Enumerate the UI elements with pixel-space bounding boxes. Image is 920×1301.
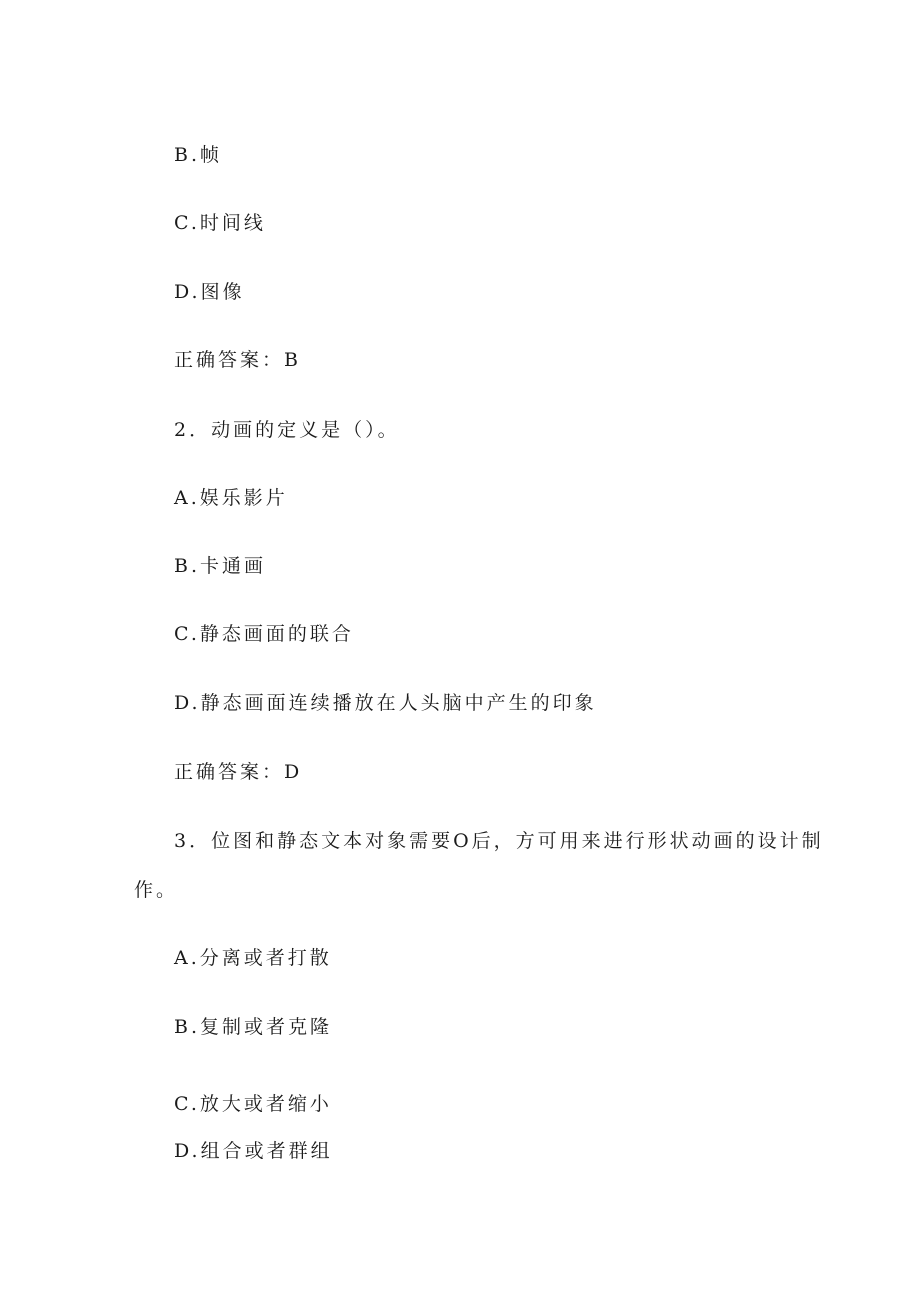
q2-option-c: C.静态画面的联合 [174, 623, 354, 645]
q3-option-b: B.复制或者克隆 [174, 1016, 333, 1038]
q3-option-a: A.分离或者打散 [174, 947, 332, 969]
q3-option-d: D.组合或者群组 [174, 1140, 333, 1162]
q2-option-b: B.卡通画 [174, 555, 267, 577]
q1-option-c: C.时间线 [174, 212, 266, 234]
q1-answer: 正确答案：B [174, 349, 301, 371]
q3-question: 3．位图和静态文本对象需要O后，方可用来进行形状动画的设计制 [174, 830, 824, 852]
q1-option-b: B.帧 [174, 144, 223, 166]
q2-option-a: A.娱乐影片 [174, 487, 288, 509]
q3-question-continued: 作。 [134, 879, 179, 901]
q3-option-c: C.放大或者缩小 [174, 1093, 332, 1115]
q2-answer: 正确答案：D [174, 761, 303, 783]
q2-option-d: D.静态画面连续播放在人头脑中产生的印象 [174, 692, 597, 714]
q2-question: 2．动画的定义是（）。 [174, 419, 400, 441]
q1-option-d: D.图像 [174, 281, 245, 303]
